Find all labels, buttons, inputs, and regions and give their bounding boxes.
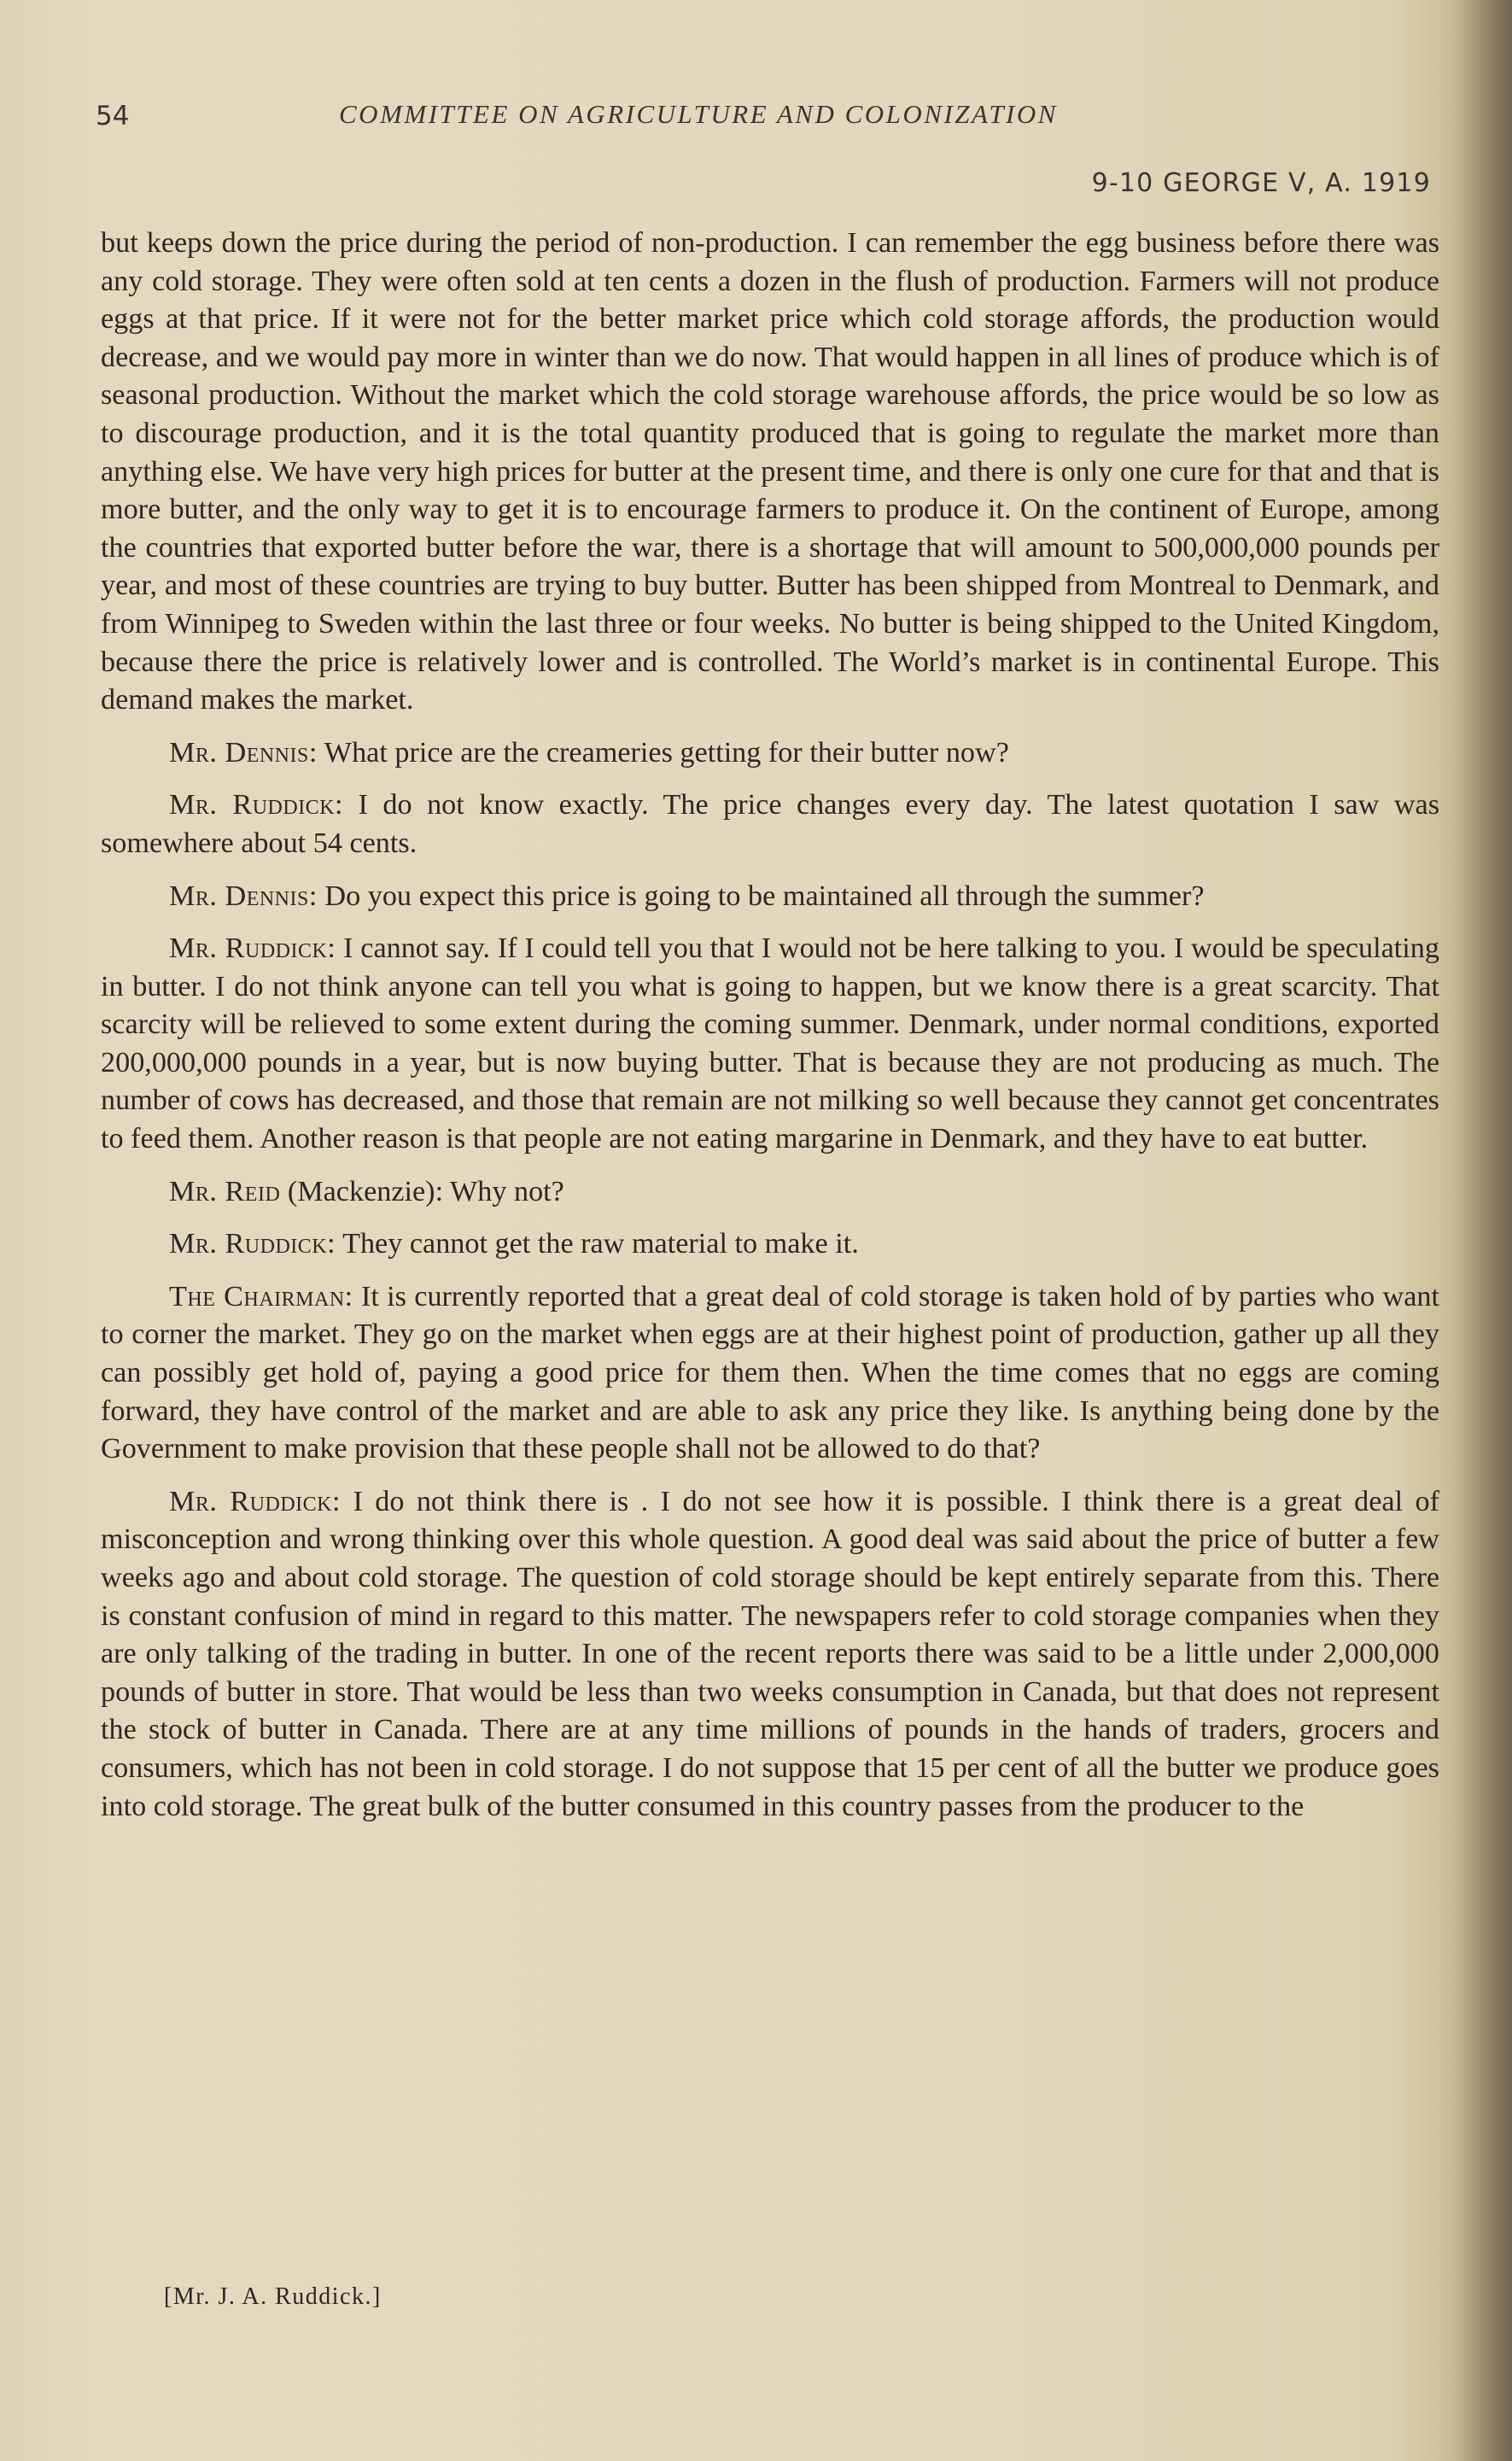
running-title: COMMITTEE ON AGRICULTURE AND COLONIZATION [339, 99, 1058, 129]
paragraph-text: but keeps down the price during the period of non-production. I can remember the egg business before there was any cold storage. They were often sold at ten cents a dozen in the flush of production. Farmers will not produce eggs at that price. If it were not for the better market price which cold storage affords, the production would decrease, and we would pay more in winter than we do now. That would happen in all lines of produce which is of seasonal production. Without the market which the cold storage warehouse affords, the price would be so low as to discourage production, and it is the total quantity produced that is going to regulate the market more than anything else. We have very high prices for butter at the present time, and there is only one cure for that and that is more butter, and the only way to get it is to encourage farmers to produce it. On the continent of Europe, among the countries that exported butter before the war, there is a shortage that will amount to 500,000,000 pounds per year, and most of these countries are trying to buy butter. Butter has been shipped from Montreal to Denmark, and from Winnipeg to Sweden within the last three or four weeks. No butter is being shipped to the United Kingdom, because there the price is relatively lower and is controlled. The World’s market is in continental Europe. This demand makes the market. [101, 227, 1439, 716]
speaker-name: Mr. Ruddick: [169, 1485, 342, 1517]
paragraph-text: Do you expect this price is going to be maintained all through the summer? [324, 880, 1205, 912]
speaker-name: The Chairman: [169, 1280, 353, 1312]
page-body [101, 225, 1439, 1840]
speaker-name: Mr. Ruddick: [169, 932, 336, 965]
witness-signature: [Mr. J. A. Ruddick.] [164, 2283, 382, 2310]
speaker-name: Mr. Reid [169, 1175, 281, 1207]
session-label: 9-10 GEORGE V, A. 1919 [1091, 168, 1431, 198]
paragraph-text: They cannot get the raw material to make it. [342, 1228, 859, 1260]
paragraph [101, 1225, 1439, 1264]
paragraph-text: It is currently reported that a great deal of cold storage is taken hold of by parties who want to corner the market. They go on the market when eggs are at their highest point of production, gather up all they can possibly get hold of, paying a good price for them then. When the time comes that no eggs are coming forward, they have control of the market and are able to ask any price they like. Is anything being done by the Government to make provision that these people shall not be allowed to do that? [101, 1280, 1439, 1465]
speaker-name: Mr. Dennis: [169, 880, 318, 912]
paragraph [101, 786, 1439, 862]
paragraph-text: What price are the creameries getting for their butter now? [324, 736, 1009, 769]
speaker-name: Mr. Ruddick: [169, 1228, 336, 1260]
paragraph-text: I cannot say. If I could tell you that I would not be here talking to you. I would be speculating in butter. I do not think anyone can tell you what is going to happen, but we know there is a great scarcity. That scarcity will be relieved to some extent during the coming summer. Denmark, under normal conditions, exported 200,000,000 pounds in a year, but is now buying butter. That is because they are not producing as much. The number of cows has decreased, and those that remain are not milking so well because they cannot get concentrates to feed them. Another reason is that people are not eating margarine in Denmark, and they have to eat butter. [101, 932, 1439, 1155]
paragraph-text: I do not think there is . I do not see how it is possible. I think there is a great deal of misconception and wrong thinking over this whole question. A good deal was said about the price of butter a few weeks ago and about cold storage. The question of cold storage should be kept entirely separate from this. There is constant confusion of mind in regard to this matter. The newspapers refer to cold storage companies when they are only talking of the trading in butter. In one of the recent reports there was said to be a little under 2,000,000 pounds of butter in store. That would be less than two weeks consumption in Canada, but that does not represent the stock of butter in Canada. There are at any time millions of pounds in the hands of traders, grocers and consumers, which has not been in cold storage. I do not suppose that 15 per cent of all the butter we produce goes into cold storage. The great bulk of the butter consumed in this country passes from the producer to the [101, 1485, 1439, 1822]
paragraph-text: (Mackenzie): Why not? [287, 1175, 564, 1207]
speaker-name: Mr. Ruddick: [169, 789, 344, 821]
speaker-name: Mr. Dennis: [169, 736, 318, 769]
page-header [96, 92, 1445, 143]
paragraph [101, 1173, 1439, 1212]
paragraph [101, 1278, 1439, 1469]
paragraph [101, 878, 1439, 916]
paragraph [101, 225, 1439, 720]
paragraph [101, 734, 1439, 773]
paragraph-text: I do not know exactly. The price changes every day. The latest quotation I saw was somewhere about 54 cents. [101, 789, 1440, 859]
paragraph [101, 1483, 1439, 1826]
page-number: 54 [96, 101, 130, 132]
paragraph [101, 930, 1439, 1159]
